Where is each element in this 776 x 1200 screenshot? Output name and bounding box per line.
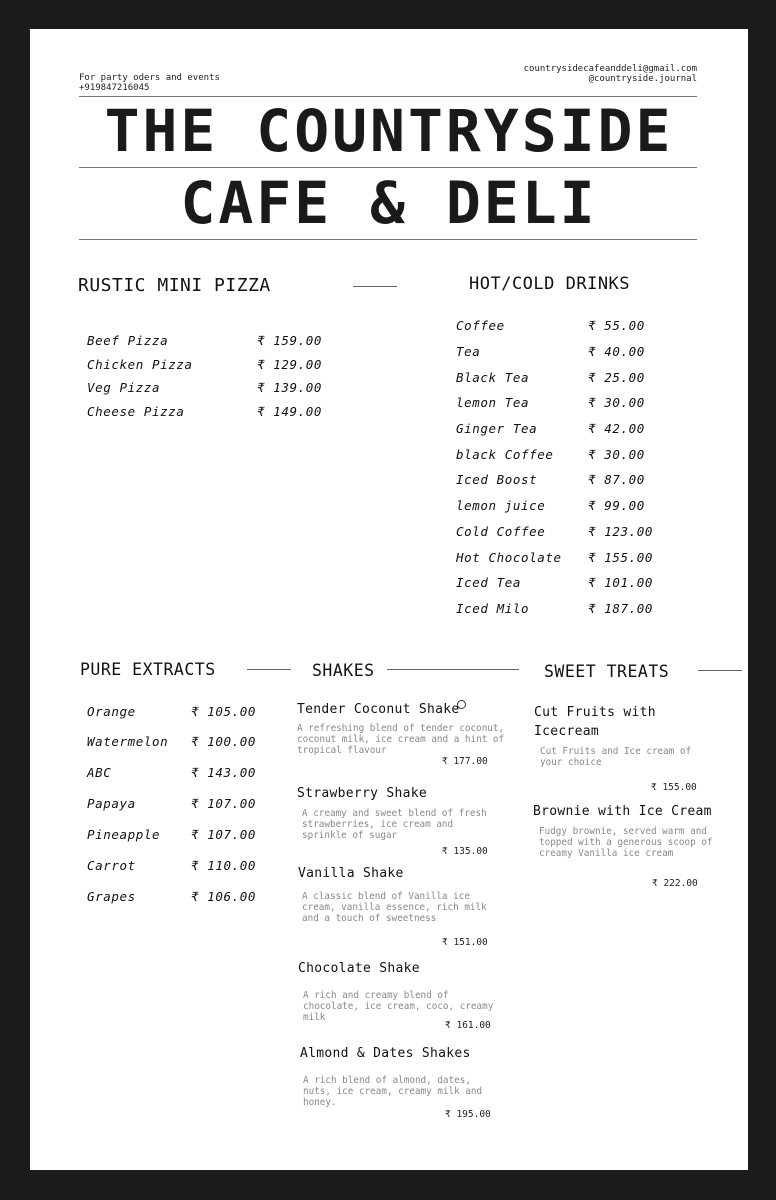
menu-item-price: ₹ 139.00 [257,380,323,395]
shake-description: A creamy and sweet blend of fresh strawberries, ice cream and sprinkle of sugar [302,808,487,841]
menu-item-name: Cold Coffee [456,524,546,539]
menu-item-price: ₹ 25.00 [588,370,645,385]
section-title-extracts: PURE EXTRACTS [80,660,216,679]
treats-divider [698,670,742,671]
menu-item-name: Veg Pizza [87,380,161,395]
shake-description: A rich blend of almond, dates, nuts, ice cream, creamy milk and honey. [303,1075,483,1108]
instagram-handle: @countryside.journal [588,74,697,84]
menu-item-name: Hot Chocolate [456,550,562,565]
shake-price: ₹ 161.00 [445,1020,491,1031]
section-title-shakes: SHAKES [312,661,375,680]
menu-item-name: lemon juice [456,498,546,513]
menu-item-name: Orange [87,704,136,719]
treat-price: ₹ 222.00 [652,878,698,889]
menu-item-price: ₹ 155.00 [588,550,654,565]
section-title-drinks: HOT/COLD DRINKS [469,274,631,294]
email-address: countrysidecafeanddeli@gmail.com [523,64,697,74]
shake-name: Strawberry Shake [297,786,428,801]
menu-item-price: ₹ 40.00 [588,344,645,359]
menu-item-price: ₹ 110.00 [191,858,257,873]
pizza-divider [353,286,397,287]
title-rule-middle [79,167,697,168]
cafe-title-line2: CAFE & DELI [180,169,598,237]
cafe-title-line1: THE COUNTRYSIDE [104,97,674,165]
shake-name: Chocolate Shake [298,961,420,976]
treat-description: Cut Fruits and Ice cream of your choice [540,746,692,768]
menu-item-name: lemon Tea [456,395,530,410]
menu-item-price: ₹ 106.00 [191,889,257,904]
shake-price: ₹ 151.00 [442,937,488,948]
shake-description: A refreshing blend of tender coconut, coconut milk, ice cream and a hint of tropical flavour [297,723,505,756]
shake-price: ₹ 177.00 [442,756,488,767]
menu-item-price: ₹ 107.00 [191,827,257,842]
menu-item-price: ₹ 105.00 [191,704,257,719]
menu-item-price: ₹ 30.00 [588,395,645,410]
menu-item-name: Papaya [87,796,136,811]
menu-item-price: ₹ 187.00 [588,601,654,616]
shake-description: A classic blend of Vanilla ice cream, vanilla essence, rich milk and a touch of sweetness [302,891,487,924]
shakes-divider [387,669,519,670]
menu-item-name: Pineapple [87,827,161,842]
menu-item-price: ₹ 100.00 [191,734,257,749]
menu-item-price: ₹ 99.00 [588,498,645,513]
phone-number: +919847216045 [79,83,150,93]
menu-item-price: ₹ 101.00 [588,575,654,590]
section-title-treats: SWEET TREATS [544,662,670,681]
menu-item-price: ₹ 87.00 [588,472,645,487]
menu-item-name: ABC [87,765,112,780]
treat-name: Cut Fruits with Icecream [534,705,656,739]
menu-item-name: Tea [456,344,481,359]
menu-item-name: Black Tea [456,370,530,385]
extracts-divider [247,669,291,670]
social-contact [524,64,697,84]
title-rule-bottom [79,239,697,240]
shake-name: Tender Coconut Shake [297,702,460,717]
menu-item-name: Cheese Pizza [87,404,185,419]
menu-item-name: Coffee [456,318,505,333]
shake-price: ₹ 135.00 [442,846,488,857]
menu-item-price: ₹ 129.00 [257,357,323,372]
treat-name: Brownie with Ice Cream [533,804,712,819]
menu-item-price: ₹ 107.00 [191,796,257,811]
menu-page [30,29,748,1170]
menu-item-price: ₹ 30.00 [588,447,645,462]
treat-price: ₹ 155.00 [651,782,697,793]
menu-item-name: Iced Tea [456,575,522,590]
coconut-icon [457,700,466,709]
menu-item-name: Iced Boost [456,472,538,487]
section-title-pizza: RUSTIC MINI PIZZA [78,275,271,296]
menu-item-name: Chicken Pizza [87,357,193,372]
party-contact [79,73,220,93]
menu-item-name: Carrot [87,858,136,873]
menu-item-name: Grapes [87,889,136,904]
menu-item-price: ₹ 123.00 [588,524,654,539]
menu-item-price: ₹ 159.00 [257,333,323,348]
menu-item-name: Iced Milo [456,601,530,616]
menu-item-name: Ginger Tea [456,421,538,436]
shake-name: Almond & Dates Shakes [300,1046,471,1061]
menu-item-name: black Coffee [456,447,554,462]
treat-description: Fudgy brownie, served warm and topped with a generous scoop of creamy Vanilla ice cream [539,826,713,859]
menu-item-name: Watermelon [87,734,169,749]
shake-description: A rich and creamy blend of chocolate, ice cream, coco, creamy milk [303,990,494,1023]
menu-item-price: ₹ 55.00 [588,318,645,333]
party-note: For party oders and events [79,73,220,83]
shake-name: Vanilla Shake [298,866,404,881]
menu-item-price: ₹ 149.00 [257,404,323,419]
shake-price: ₹ 195.00 [445,1109,491,1120]
menu-item-name: Beef Pizza [87,333,169,348]
menu-item-price: ₹ 42.00 [588,421,645,436]
menu-item-price: ₹ 143.00 [191,765,257,780]
